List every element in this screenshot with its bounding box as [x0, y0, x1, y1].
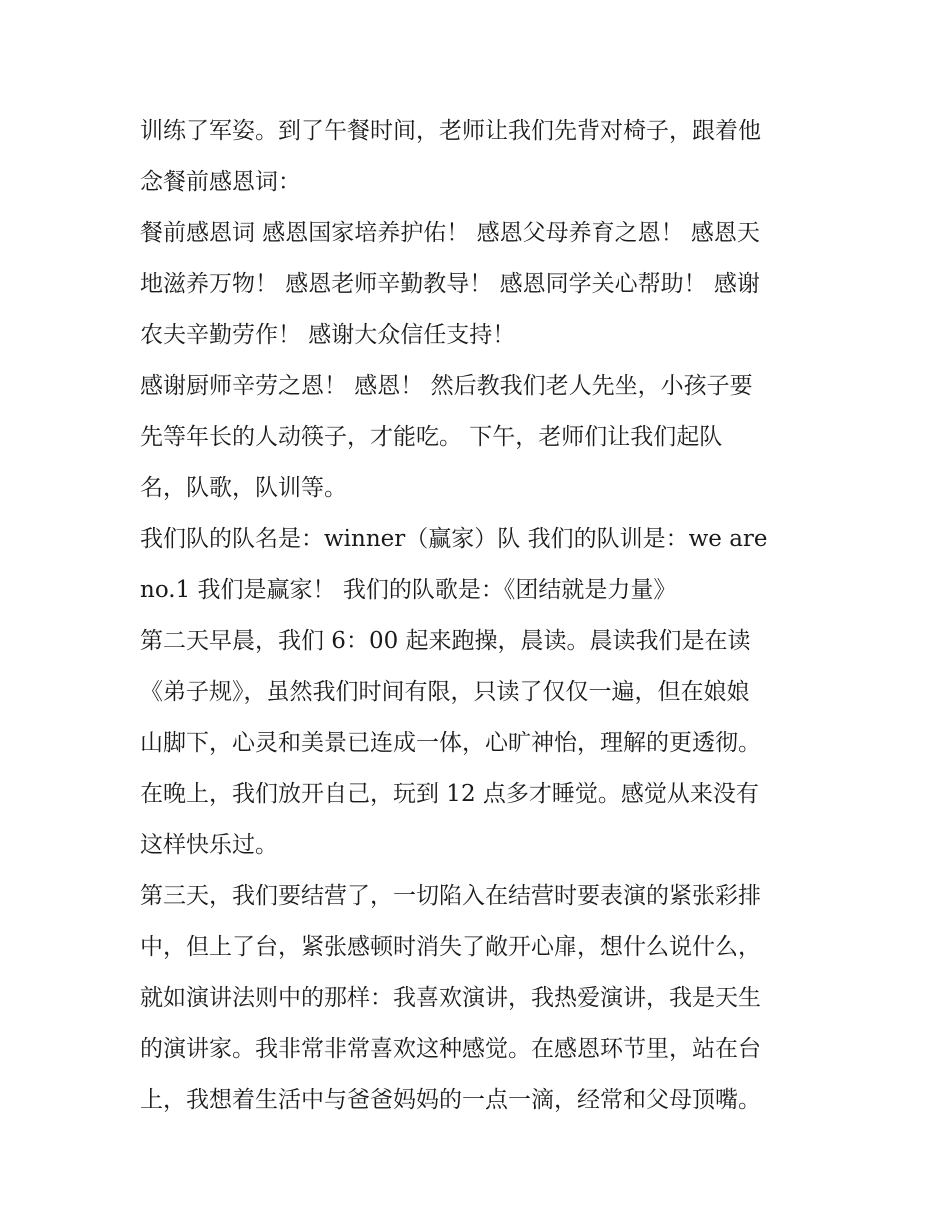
- text-line-2: 念餐前感恩词：: [140, 169, 301, 195]
- text-line-18: 就如演讲法则中的那样：我喜欢演讲，我热爱演讲，我是天生: [140, 985, 761, 1011]
- text-line-12: 《弟子规》，虽然我们时间有限，只读了仅仅一遍，但在娘娘: [140, 679, 750, 705]
- text-line-8: 名，队歌，队训等。: [140, 475, 347, 501]
- text-line-19: 的演讲家。我非常非常喜欢这种感觉。在感恩环节里，站在台: [140, 1036, 761, 1062]
- text-line-14: 在晚上，我们放开自己，玩到 12 点多才睡觉。感觉从来没有: [140, 781, 759, 807]
- text-line-11: 第二天早晨，我们 6：00 起来跑操，晨读。晨读我们是在读: [140, 628, 751, 654]
- body-text: [140, 106, 840, 1126]
- text-line-13: 山脚下，心灵和美景已连成一体，心旷神怡，理解的更透彻。: [140, 730, 761, 756]
- text-line-17: 中，但上了台，紧张感顿时消失了敞开心扉，想什么说什么，: [140, 934, 761, 960]
- text-line-10: no.1 我们是赢家！ 我们的队歌是：《团结就是力量》: [140, 577, 677, 603]
- text-line-16: 第三天，我们要结营了，一切陷入在结营时要表演的紧张彩排: [140, 883, 761, 909]
- text-line-15: 这样快乐过。: [140, 832, 278, 858]
- text-line-1: 训练了军姿。到了午餐时间，老师让我们先背对椅子，跟着他: [140, 118, 761, 144]
- text-line-7: 先等年长的人动筷子，才能吃。 下午，老师们让我们起队: [140, 424, 723, 450]
- text-line-6: 感谢厨师辛劳之恩！ 感恩！ 然后教我们老人先坐，小孩子要: [140, 373, 753, 399]
- text-line-5: 农夫辛勤劳作！ 感谢大众信任支持！: [140, 322, 516, 348]
- text-line-9: 我们队的队名是：winner（赢家）队 我们的队训是：we are: [140, 526, 768, 552]
- text-line-4: 地滋养万物！ 感恩老师辛勤教导！ 感恩同学关心帮助！ 感谢: [140, 271, 760, 297]
- text-line-20: 上，我想着生活中与爸爸妈妈的一点一滴，经常和父母顶嘴。: [140, 1087, 761, 1113]
- text-line-3: 餐前感恩词 感恩国家培养护佑！ 感恩父母养育之恩！ 感恩天: [140, 220, 760, 246]
